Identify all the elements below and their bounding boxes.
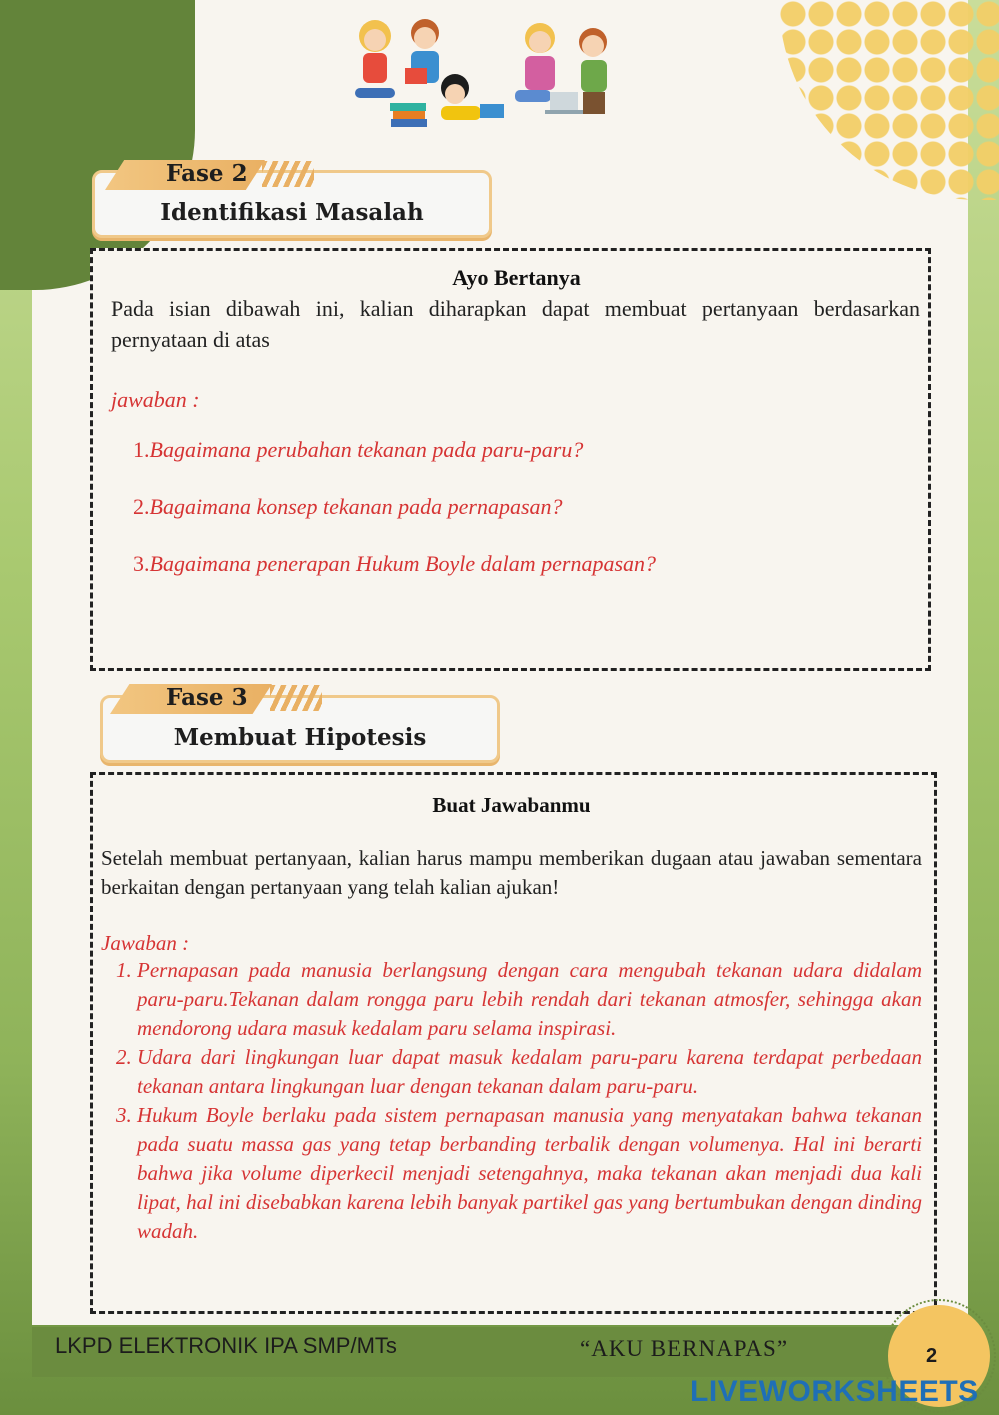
phase2-instruction: Pada isian dibawah ini, kalian diharapkan dapat membuat pertanyaan berdasarkan pernyataan di atas — [111, 296, 920, 352]
page-number: 2 — [926, 1345, 938, 1367]
phase3-tab-label: Fase 3 — [166, 684, 248, 711]
phase2-answer-3-number: 3. — [133, 551, 150, 576]
phase2-answer-list — [111, 437, 920, 577]
phase2-answer-2-number: 2. — [133, 494, 150, 519]
phase2-answer-3-text: Bagaimana penerapan Hukum Boyle dalam pernapasan? — [149, 551, 657, 576]
footer-topic-label: “AKU BERNAPAS” — [580, 1336, 789, 1361]
phase3-answer-list — [101, 956, 922, 1246]
phase3-title: Membuat Hipotesis — [173, 724, 427, 751]
children-reading-illustration — [345, 8, 620, 133]
phase2-answer-2 — [133, 494, 920, 520]
phase2-tab-label: Fase 2 — [166, 160, 248, 187]
child-3 — [441, 74, 504, 120]
phase2-answer-label: jawaban : — [111, 387, 200, 412]
phase2-answer-1 — [133, 437, 920, 463]
footer-course-label: LKPD ELEKTRONIK IPA SMP/MTs — [55, 1333, 397, 1358]
phase2-answer-2-text: Bagaimana konsep tekanan pada pernapasan? — [149, 494, 563, 519]
liveworksheets-logo[interactable]: LIVEWORKSHEETS — [690, 1375, 979, 1408]
child-5 — [579, 28, 607, 114]
phase3-tab-stripes — [270, 685, 322, 711]
child-4 — [515, 23, 555, 102]
child-1 — [355, 20, 395, 98]
phase3-heading: Buat Jawabanmu — [432, 793, 591, 817]
laptop — [545, 92, 583, 114]
phase3-answer-label: Jawaban : — [101, 931, 190, 955]
phase2-question-box — [90, 248, 931, 671]
book-stack — [390, 103, 427, 127]
phase2-tab-stripes — [262, 161, 314, 187]
phase3-answer-3: 3. Hukum Boyle berlaku pada sistem pernapasan manusia yang menyatakan bahwa tekanan pada suatu massa gas yang tetap berbanding terbalik dengan volumenya. Hal ini berarti bahwa jika volume diperkecil menjadi setengahnya, maka tekanan akan menjadi dua kali lipat, hal ini disebabkan karena lebih banyak partikel gas yang bertumbukan dengan dinding wadah. — [137, 1101, 922, 1246]
phase3-hypothesis-box — [90, 772, 937, 1314]
phase3-answer-2: 2. Udara dari lingkungan luar dapat masuk kedalam paru-paru karena terdapat perbedaan tekanan antara lingkungan luar dengan tekanan dalam paru-paru. — [137, 1043, 922, 1101]
phase2-answer-1-text: Bagaimana perubahan tekanan pada paru-paru? — [149, 437, 584, 462]
phase2-answer-1-number: 1. — [133, 437, 150, 462]
child-2 — [405, 19, 439, 84]
phase3-answer-1: 1. Pernapasan pada manusia berlangsung dengan cara mengubah tekanan udara didalam paru-paru.Tekanan dalam rongga paru lebih rendah dari tekanan atmosfer, sehingga akan mendorong udara masuk kedalam paru selama inspirasi. — [137, 956, 922, 1043]
phase2-answer-3 — [133, 551, 920, 577]
phase3-instruction: Setelah membuat pertanyaan, kalian harus mampu memberikan dugaan atau jawaban sementara berkaitan dengan pertanyaan yang telah kalian ajukan! — [101, 846, 922, 899]
phase2-heading: Ayo Bertanya — [452, 265, 581, 290]
phase2-title: Identifikasi Masalah — [160, 199, 424, 226]
